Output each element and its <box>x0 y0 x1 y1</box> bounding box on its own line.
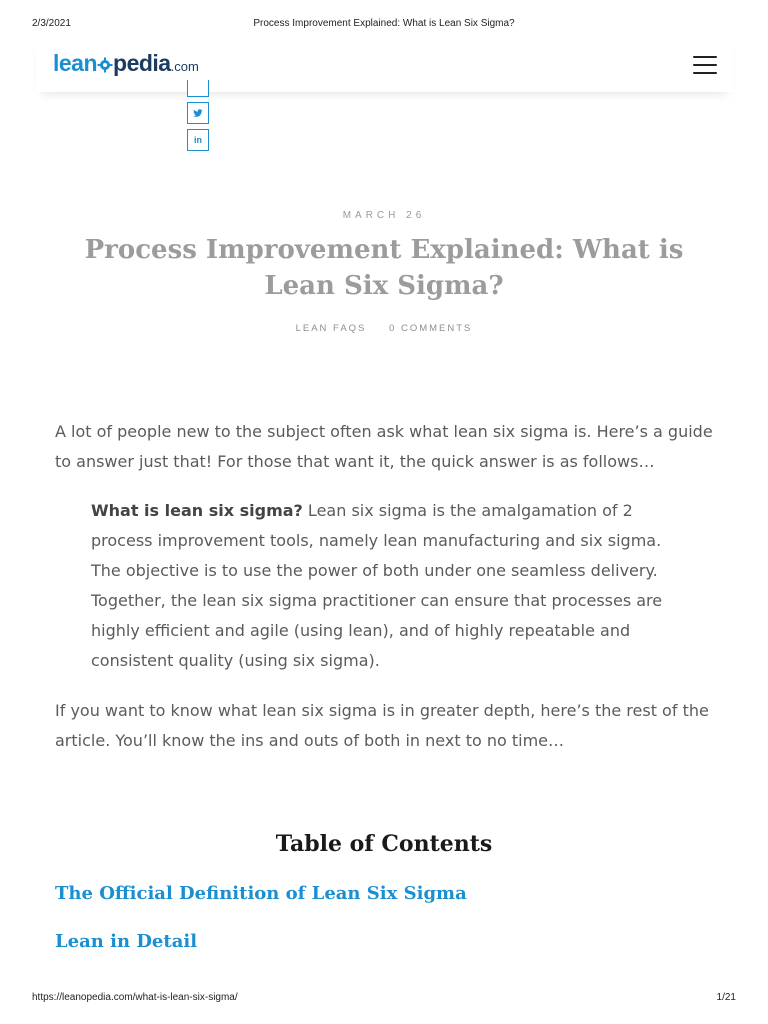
outro-paragraph: If you want to know what lean six sigma is in greater depth, here’s the rest of the article. You’ll know the ins and outs of both in next to no time… <box>55 701 709 750</box>
print-date: 2/3/2021 <box>32 18 71 29</box>
quote-text: Lean six sigma is the amalgamation of 2 process improvement tools, namely lean manufacturing and six sigma. The objective is to use the power of both under one seamless delivery. Together, the lean six sigma practitioner can ensure that processes are highly efficient and agile (using lean), and of highly repeatable and consistent quality (using six sigma). <box>91 501 663 670</box>
toc-title: Table of Contents <box>275 831 493 857</box>
twitter-icon <box>193 109 203 118</box>
category-link[interactable]: LEAN FAQS <box>295 323 367 334</box>
site-header <box>36 36 733 92</box>
linkedin-share-button[interactable] <box>187 129 209 151</box>
print-footer <box>0 992 768 1006</box>
logo-pedia: pedia <box>113 50 171 76</box>
quote-heading: What is lean six sigma? <box>91 501 303 520</box>
logo-tld: .com <box>170 59 199 74</box>
twitter-share-button[interactable] <box>187 102 209 124</box>
toc-link-official-definition[interactable]: The Official Definition of Lean Six Sigma <box>55 883 467 904</box>
logo-wordmark <box>53 50 171 77</box>
print-title: Process Improvement Explained: What is Lean Six Sigma? <box>253 18 515 29</box>
menu-bar <box>693 64 717 66</box>
linkedin-icon: in <box>194 135 202 145</box>
print-url: https://leanopedia.com/what-is-lean-six-sigma/ <box>32 992 238 1003</box>
hamburger-menu-icon[interactable] <box>693 56 717 74</box>
toc-link-lean-in-detail[interactable]: Lean in Detail <box>55 931 198 952</box>
print-page-number: 1/21 <box>716 992 736 1003</box>
intro-paragraph: A lot of people new to the subject often ask what lean six sigma is. Here’s a guide to answer just that! For those that want it, the quick answer is as follows… <box>55 422 713 471</box>
comments-link[interactable]: 0 COMMENTS <box>389 323 473 334</box>
menu-bar <box>693 56 717 58</box>
print-header <box>0 18 768 32</box>
definition-quote <box>91 496 681 676</box>
logo-lean: lean <box>53 50 98 76</box>
site-logo[interactable] <box>53 50 199 80</box>
menu-bar <box>693 72 717 74</box>
post-date: MARCH 26 <box>342 210 426 221</box>
page-title: Process Improvement Explained: What is Lean Six Sigma? <box>84 235 684 301</box>
facebook-share-button[interactable] <box>187 80 209 97</box>
social-share-bar <box>187 80 211 151</box>
post-meta <box>0 323 768 334</box>
logo-gear-icon <box>97 57 113 73</box>
